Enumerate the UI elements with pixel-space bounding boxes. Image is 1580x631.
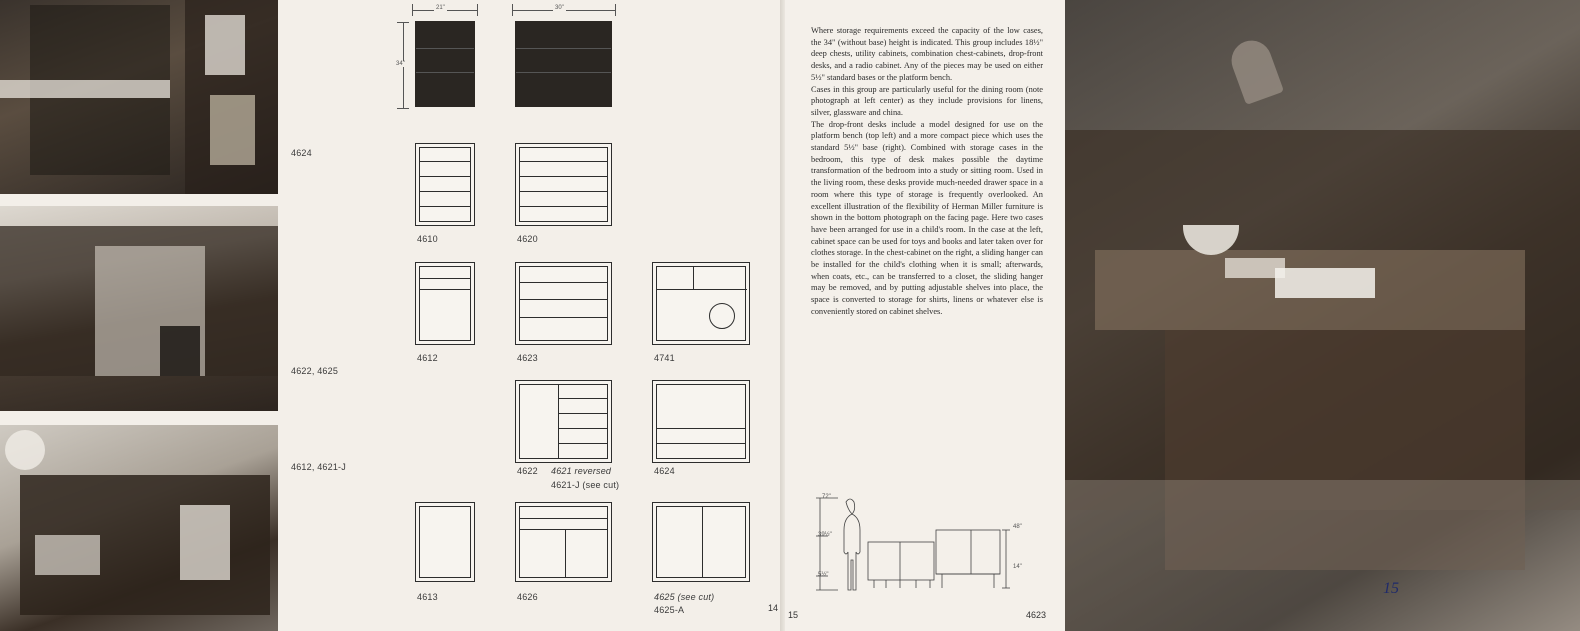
photo-label-desk: 4623	[1026, 610, 1047, 620]
left-page	[0, 0, 785, 631]
scale-label-5: 5½"	[818, 572, 829, 578]
speaker-circle	[709, 303, 735, 329]
elevation-wide-dark	[515, 21, 612, 107]
diagram-4741	[652, 262, 750, 345]
label-4625: 4625 (see cut)	[654, 592, 715, 602]
photo-label-bottom: 4612, 4621-J	[291, 462, 346, 472]
photo-desk-bookcase	[0, 0, 278, 194]
diagram-4626	[515, 502, 612, 582]
scale-label-39: 39½"	[818, 532, 832, 538]
label-4612: 4612	[417, 353, 438, 363]
scale-drawing	[808, 490, 1048, 600]
page-number-left: 14	[768, 603, 779, 613]
diagram-4612	[415, 262, 475, 345]
label-4610: 4610	[417, 234, 438, 244]
handwritten-page-number: 15	[1383, 580, 1399, 597]
photo-dining-cabinet	[0, 206, 278, 411]
label-4620: 4620	[517, 234, 538, 244]
photo-childs-room	[0, 425, 278, 631]
photo-label-top: 4624	[291, 148, 312, 158]
scale-label-72: 72"	[822, 494, 831, 500]
page-number-right: 15	[788, 610, 799, 620]
label-4613: 4613	[417, 592, 438, 602]
paragraph-3: The drop-front desks include a model designed for use on the platform bench (top left) and a more compact piece which uses the standard 5½" base (right). Combined with storage cases in the bedroom, this type of desk makes possible the daytime transformation of the bedroom into a study or sitting room. Used in the living room, these desks provide much-needed drawer space in a room where this type of storage is frequently overlooked. An excellent illustration of the flexibility of Herman Miller furniture is shown in the bottom photograph on the facing page. Here two cases have been arranged for use in a child's room. In the case at the left, cabinet space can be used for toys and books and later taken over for clothes storage. In the chest-cabinet on the right, a sliding hanger can be installed for the child's clothing when it is small; afterwards, when coats, etc., can be transferred to a closet, the sliding hanger may be removed, and by putting adjustable shelves into place, the space is converted to storage for shirts, linens or whatever else is conveniently stored on cabinet shelves.	[811, 119, 1043, 316]
lamp-shade	[1226, 35, 1284, 105]
diagram-4613	[415, 502, 475, 582]
human-figure-icon	[844, 499, 860, 590]
scale-label-14: 14"	[1013, 564, 1022, 570]
dim-text-34: 34"	[396, 61, 405, 67]
diagram-4625	[652, 502, 750, 582]
elevation-narrow-dark	[415, 21, 475, 107]
photo-label-middle: 4622, 4625	[291, 366, 339, 376]
diagram-4610	[415, 143, 475, 226]
label-4625-a: 4625-A	[654, 605, 685, 615]
paragraph-2: Cases in this group are particularly useful for the dining room (note photograph at left center) as they include provisions for linens, silver, glassware and china.	[811, 84, 1043, 117]
diagram-4624	[652, 380, 750, 463]
label-4621-j: 4621-J (see cut)	[551, 480, 620, 490]
body-text	[811, 25, 1043, 318]
label-4624: 4624	[654, 466, 675, 476]
diagram-4623	[515, 262, 612, 345]
scale-label-48: 48"	[1013, 524, 1022, 530]
dim-text-30: 30"	[555, 5, 564, 11]
label-4741: 4741	[654, 353, 675, 363]
dim-text-21: 21"	[436, 5, 445, 11]
paragraph-1: Where storage requirements exceed the capacity of the low cases, the 34" (without base) height is indicated. This group includes 18½" deep chests, utility cabinets, combination chest-cabinets, drop-front desks, and a radio cabinet. Any of the pieces may be used on either 5½" standard bases or the platform bench.	[811, 26, 1043, 82]
label-4626: 4626	[517, 592, 538, 602]
diagram-4622-4621	[515, 380, 612, 463]
diagram-4620	[515, 143, 612, 226]
label-4623: 4623	[517, 353, 538, 363]
photo-drop-front-desk	[1065, 0, 1580, 631]
label-4622: 4622	[517, 466, 538, 476]
label-4621-reversed: 4621 reversed	[551, 466, 612, 476]
